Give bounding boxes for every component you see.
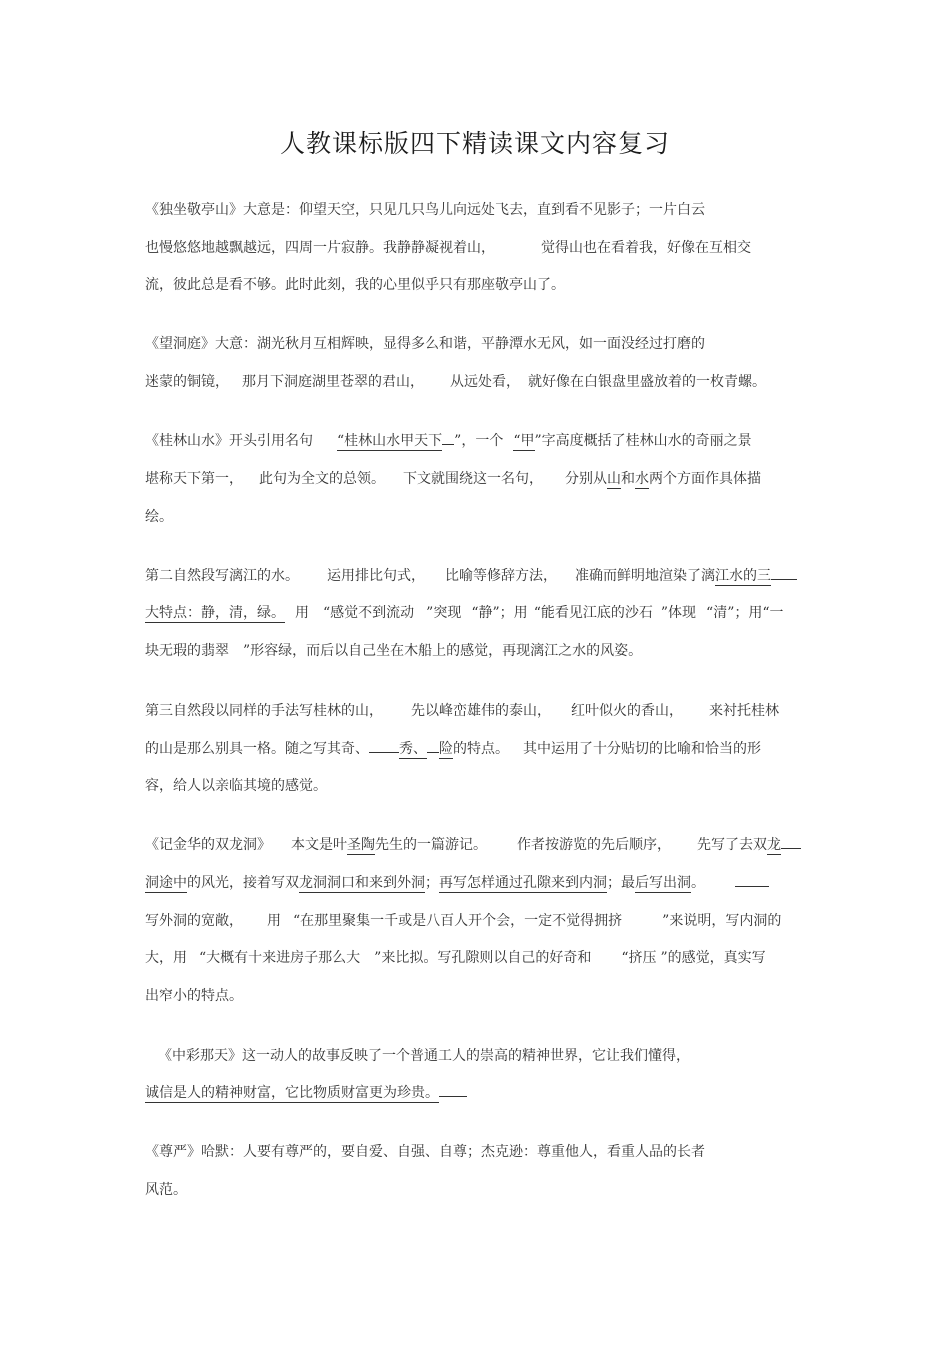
text-line xyxy=(145,910,781,930)
text-line xyxy=(145,371,766,391)
text-segment: 风范。 xyxy=(145,1182,187,1198)
text-segment: 下文就围绕这一名句， xyxy=(403,471,543,487)
text-segment: 的特点。 xyxy=(453,741,509,757)
text-line xyxy=(145,237,751,257)
text-segment: “一 xyxy=(762,605,784,621)
text-line xyxy=(145,775,327,795)
text-line xyxy=(145,274,565,294)
text-segment: 块无瑕的翡翠 xyxy=(145,643,229,659)
text-segment: 《桂林山水》开头引用名句 xyxy=(145,433,313,449)
text-segment: 就好像在白银盘里盛放着的一枚青螺。 xyxy=(528,374,766,390)
text-segment: 容，给人以亲临其境的感觉。 xyxy=(145,778,327,794)
text-line xyxy=(145,199,705,219)
page-title: 人教课标版四下精读课文内容复习 xyxy=(279,129,670,158)
text-segment: “挤压 xyxy=(621,950,657,966)
text-segment: 分别从 xyxy=(565,471,607,487)
text-segment: 从远处看， xyxy=(450,374,520,390)
underlined-text: 圣陶 xyxy=(347,837,375,853)
text-segment: 先生的一篇游记。 xyxy=(375,837,487,853)
text-segment: 《独坐敬亭山》大意是：仰望天空，只见几只鸟儿向远处飞去，直到看不见影子；一片白云 xyxy=(145,202,705,218)
text-segment: 《记金华的双龙洞》 xyxy=(145,837,271,853)
text-segment: 。 xyxy=(691,875,705,891)
text-line xyxy=(145,430,752,450)
underlined-text: 水 xyxy=(635,471,649,487)
underlined-text: 洞途中 xyxy=(145,875,187,891)
text-segment: 第三自然段以同样的手法写桂林的山， xyxy=(145,703,383,719)
text-segment: ”来比拟。写孔隙则以自己的好奇和 xyxy=(374,950,592,966)
text-line xyxy=(145,834,801,854)
text-line xyxy=(145,1179,187,1199)
text-line xyxy=(145,468,761,488)
text-segment: 那月下洞庭湖里苍翠的君山， xyxy=(242,374,424,390)
text-segment: 来衬托桂林 xyxy=(709,703,779,719)
text-segment: 堪称天下第一， xyxy=(145,471,243,487)
underlined-text: 龙洞洞口和来到外洞 xyxy=(299,875,425,891)
text-segment: 红叶似火的香山， xyxy=(571,703,683,719)
text-segment: 《尊严》哈默：人要有尊严的，要自爱、自强、自尊；杰克逊：尊重他人，看重人品的长者 xyxy=(145,1144,705,1160)
text-segment: 先以峰峦雄伟的泰山， xyxy=(411,703,551,719)
underlined-text: “桂林山水甲天下 xyxy=(337,433,443,449)
text-segment: 两个方面作具体描 xyxy=(649,471,761,487)
text-line xyxy=(145,506,173,526)
text-segment: 的风光，接着写双 xyxy=(187,875,299,891)
text-segment: 用 xyxy=(267,913,281,929)
text-segment: 此句为全文的总领。 xyxy=(259,471,385,487)
underlined-text: 再写怎样通过孔隙来到内洞 xyxy=(439,875,607,891)
text-segment: 写外洞的宽敞， xyxy=(145,913,243,929)
underlined-text: 大特点：静，清，绿。 xyxy=(145,605,285,621)
text-segment: 用 xyxy=(295,605,309,621)
text-line xyxy=(145,1082,467,1102)
text-segment: ”，一个 xyxy=(454,433,504,449)
text-segment: 第二自然段写漓江的水。 xyxy=(145,568,299,584)
underlined-text: 险 xyxy=(439,741,453,757)
text-line xyxy=(158,1045,690,1065)
text-segment: 运用排比句式， xyxy=(327,568,425,584)
text-segment: 也慢悠悠地越飘越远，四周一片寂静。我静静凝视着山， xyxy=(145,240,495,256)
text-segment: “在那里聚集一千或是八百人开个会，一定不觉得拥挤 xyxy=(293,913,623,929)
text-segment: ；最 xyxy=(607,875,635,891)
text-segment: “能看见江底的沙石 xyxy=(533,605,653,621)
underlined-text: 诚信是人的精神财富，它比物质财富更为珍贵。 xyxy=(145,1085,439,1101)
text-segment: 先写了去双 xyxy=(697,837,767,853)
text-segment: 和 xyxy=(621,471,635,487)
text-segment: ； xyxy=(425,875,439,891)
underlined-text: 山 xyxy=(607,471,621,487)
underlined-text: 秀、 xyxy=(399,741,427,757)
underlined-text: 江水的三 xyxy=(715,568,771,584)
text-line xyxy=(145,565,797,585)
text-segment: 《望洞庭》大意：湖光秋月互相辉映，显得多么和谐，平静潭水无风，如一面没经过打磨的 xyxy=(145,336,705,352)
text-segment: 大，用 xyxy=(145,950,187,966)
text-line xyxy=(145,640,642,660)
text-segment: 觉得山也在看着我，好像在互相交 xyxy=(541,240,751,256)
text-line xyxy=(145,872,769,892)
text-line xyxy=(145,700,779,720)
text-segment: 迷蒙的铜镜， xyxy=(145,374,229,390)
text-line xyxy=(145,333,705,353)
text-line xyxy=(145,602,784,622)
text-line xyxy=(145,1141,705,1161)
underlined-text: 龙 xyxy=(767,837,781,853)
text-segment: 作者按游览的先后顺序， xyxy=(517,837,671,853)
text-segment: 本文是叶 xyxy=(291,837,347,853)
text-segment: 的山是那么别具一格。随之写其奇、 xyxy=(145,741,369,757)
text-segment: ”突现 xyxy=(426,605,462,621)
text-segment: 绘。 xyxy=(145,509,173,525)
text-segment: “清 xyxy=(706,605,728,621)
text-segment: “大概有十来进房子那么大 xyxy=(199,950,361,966)
text-segment: 比喻等修辞方法， xyxy=(445,568,557,584)
text-line xyxy=(145,985,243,1005)
underlined-text: “甲 xyxy=(513,433,535,449)
text-segment: ”的感觉，真实写 xyxy=(660,950,766,966)
text-segment: ”字高度概括了桂林山水的奇丽之景 xyxy=(534,433,752,449)
text-segment: 出窄小的特点。 xyxy=(145,988,243,1004)
text-segment: ”；用 xyxy=(727,605,763,621)
text-segment: 《中彩那天》这一动人的故事反映了一个普通工人的崇高的精神世界，它让我们懂得， xyxy=(158,1048,690,1064)
text-segment: 其中运用了十分贴切的比喻和恰当的形 xyxy=(523,741,761,757)
text-line xyxy=(145,947,766,967)
text-segment: 准确而鲜明地渲染了漓 xyxy=(575,568,715,584)
text-segment: ”来说明，写内洞的 xyxy=(662,913,782,929)
text-line xyxy=(145,738,761,758)
text-segment: ”；用 xyxy=(492,605,528,621)
text-segment: ”体现 xyxy=(660,605,697,621)
underlined-text: 后写出洞 xyxy=(635,875,691,891)
text-segment: ”形容绿，而后以自己坐在木船上的感觉，再现漓江之水的风姿。 xyxy=(243,643,643,659)
text-segment: “感觉不到流动 xyxy=(323,605,415,621)
text-segment: “静 xyxy=(471,605,493,621)
text-segment: 流，彼此总是看不够。此时此刻，我的心里似乎只有那座敬亭山了。 xyxy=(145,277,565,293)
